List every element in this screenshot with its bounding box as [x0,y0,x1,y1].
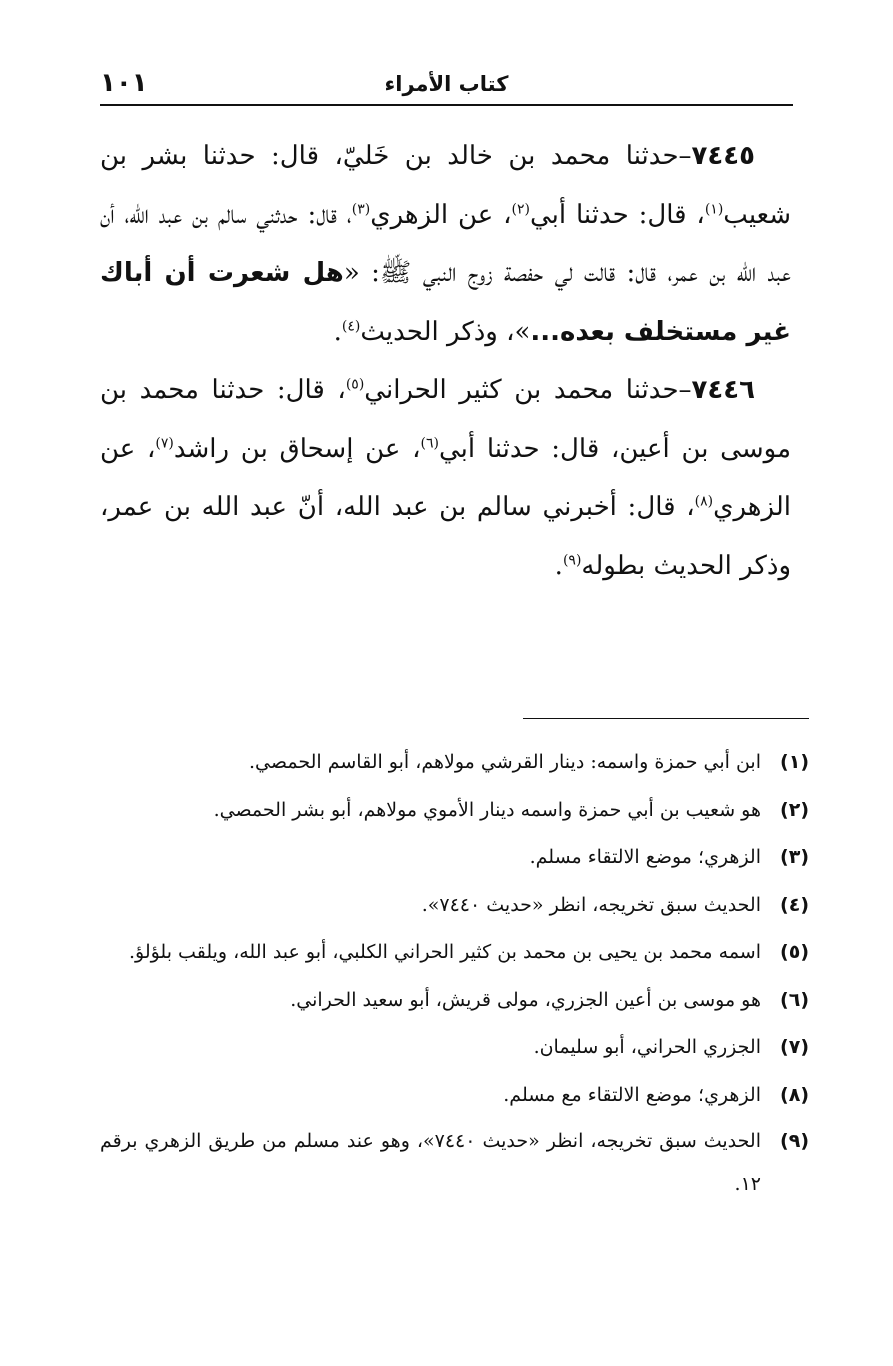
footnote-ref[interactable]: (٢) [511,200,531,217]
hadith-number: ٧٤٤٥ [691,141,755,171]
footnote-item [100,835,809,883]
footnote-marker: (٤) [780,893,809,916]
quoted-saying: هل شعرت أن أباك غير مستخلف بعده... [100,258,791,347]
main-text [100,127,791,595]
footnote-marker: (١) [780,751,809,773]
hadith-text: –حدثنا محمد بن خالد بن خَليّ، قال: حدثنا بشر بن شعيب [100,141,792,230]
footnote-ref[interactable]: (١) [704,200,724,217]
hadith-text: ، عن إسحاق بن راشد [173,433,421,464]
hadith-text: ، قال: حدثنا أبي [530,199,705,230]
footnote-separator [523,718,809,719]
footnote-text: اسمه محمد بن يحيى بن محمد بن كثير الحراني الكلبي، أبو عبد الله، ويلقب بلؤلؤ. [128,941,761,963]
footnote-text: هو شعيب بن أبي حمزة واسمه دينار الأموي مولاهم، أبو بشر الحمصي. [213,798,761,821]
footnote-item [100,1120,809,1206]
page-number: ١٠١ [100,68,148,98]
footnote-item [100,1025,809,1073]
footnote-marker: (٦) [780,988,809,1011]
footnote-ref[interactable]: (٤) [341,317,361,334]
footnote-text: هو موسى بن أعين الجزري، مولى قريش، أبو سعيد الحراني. [290,988,761,1011]
footnote-text: ابن أبي حمزة واسمه: دينار القرشي مولاهم، أبو القاسم الحمصي. [249,751,761,773]
footnote-ref[interactable]: (٥) [345,376,365,393]
hadith-text: »، وذكر الحديث [360,316,531,347]
footnote-marker: (٧) [780,1036,809,1058]
footnote-marker: (٥) [780,941,809,963]
footnotes [100,740,809,1206]
hadith-7446 [100,361,791,595]
footnote-ref[interactable]: (٣) [351,200,371,217]
footnote-text: الزهري؛ موضع الالتقاء مسلم. [529,846,761,868]
hadith-text: ، عن الزهري [100,433,791,522]
footnote-marker: (٨) [780,1083,809,1106]
hadith-text: . [554,550,563,581]
hadith-7445 [100,127,791,361]
footnote-text: الزهري؛ موضع الالتقاء مع مسلم. [503,1083,761,1106]
hadith-number: ٧٤٤٦ [691,375,755,405]
footnote-ref[interactable]: (٩) [562,551,582,568]
footnote-ref[interactable]: (٨) [694,493,714,510]
footnote-item [100,1073,809,1121]
footnote-marker: (٢) [780,798,809,821]
hadith-text: ، قال: أخبرني سالم بن عبد الله، أنّ عبد الله بن عمر، وذكر الحديث بطوله [100,492,791,581]
hadith-text: . [333,316,342,347]
footnote-item [100,930,809,978]
hadith-text: ، قال: حدثنا محمد بن موسى بن أعين، قال: حدثنا أبي [100,375,791,464]
footnote-text: الحديث سبق تخريجه، انظر «حديث ٧٤٤٠». [421,893,761,916]
running-title: كتاب الأمراء [384,72,509,96]
footnote-ref[interactable]: (٦) [420,434,439,451]
footnote-item [100,740,809,788]
hadith-text: ، عن الزهري [370,199,512,230]
footnote-marker: (٣) [780,846,809,868]
hadith-text: –حدثنا محمد بن كثير الحراني [364,375,692,405]
footnote-ref[interactable]: (٧) [155,434,174,451]
footnote-marker: (٩) [780,1130,809,1152]
footnote-item [100,978,809,1026]
footnote-item [100,788,809,836]
hadith-text: ، قال: حدثني سالم بن عبد الله، أن عبد الله بن عمر، قال: قالت لي حفصة زوج النبي ﷺ: « [100,199,791,288]
footnote-item [100,883,809,931]
page-header [100,68,793,106]
footnote-text: الجزري الحراني، أبو سليمان. [533,1036,761,1058]
footnote-text: الحديث سبق تخريجه، انظر «حديث ٧٤٤٠»، وهو عند مسلم من طريق الزهري برقم ١٢. [100,1130,761,1195]
